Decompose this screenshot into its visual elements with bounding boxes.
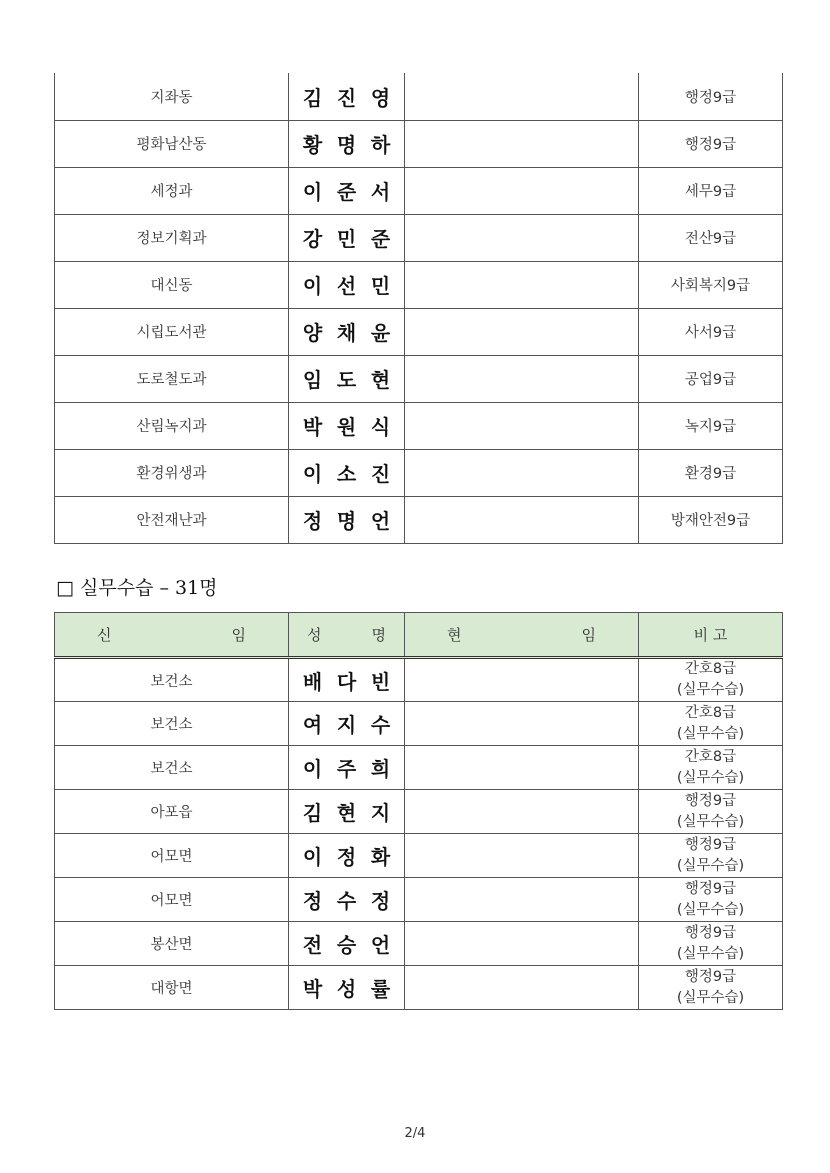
department: 도로철도과 [55, 355, 289, 402]
person-name: 배 다 빈 [289, 658, 405, 702]
department: 평화남산동 [55, 120, 289, 167]
person-name: 김 진 영 [289, 73, 405, 120]
department: 어모면 [55, 834, 289, 878]
table-row [55, 966, 783, 1010]
remarks-status: (실무수습) [676, 813, 745, 830]
person-name: 이 준 서 [289, 167, 405, 214]
person-name: 전 승 언 [289, 922, 405, 966]
remarks-grade: 행정9급 [684, 836, 737, 853]
remarks-status: (실무수습) [676, 901, 745, 918]
table-row [55, 308, 783, 355]
table-row [55, 496, 783, 543]
remarks: 사회복지9급 [639, 261, 783, 308]
table-row [55, 449, 783, 496]
appointment-table-continued [54, 73, 783, 544]
department: 대항면 [55, 966, 289, 1010]
person-name: 김 현 지 [289, 790, 405, 834]
current-post [405, 966, 639, 1010]
table-row [55, 73, 783, 120]
table-row [55, 834, 783, 878]
table-row [55, 746, 783, 790]
person-name: 이 주 희 [289, 746, 405, 790]
remarks: 녹지9급 [639, 402, 783, 449]
remarks [639, 834, 783, 878]
current-post [405, 73, 639, 120]
remarks: 전산9급 [639, 214, 783, 261]
table-row [55, 261, 783, 308]
department: 봉산면 [55, 922, 289, 966]
remarks [639, 790, 783, 834]
table-row [55, 702, 783, 746]
person-name: 이 선 민 [289, 261, 405, 308]
remarks: 사서9급 [639, 308, 783, 355]
current-post [405, 120, 639, 167]
remarks: 행정9급 [639, 120, 783, 167]
remarks [639, 922, 783, 966]
header-new-post: 신 임 [55, 613, 289, 658]
table-header-row [55, 613, 783, 658]
department: 아포읍 [55, 790, 289, 834]
table-row [55, 167, 783, 214]
current-post [405, 308, 639, 355]
person-name: 이 소 진 [289, 449, 405, 496]
department: 보건소 [55, 746, 289, 790]
person-name: 정 명 언 [289, 496, 405, 543]
current-post [405, 746, 639, 790]
table-row [55, 790, 783, 834]
remarks [639, 658, 783, 702]
person-name: 여 지 수 [289, 702, 405, 746]
current-post [405, 214, 639, 261]
remarks: 방재안전9급 [639, 496, 783, 543]
person-name: 이 정 화 [289, 834, 405, 878]
table-row [55, 214, 783, 261]
section-title: □ 실무수습 – 31명 [56, 577, 218, 599]
remarks: 환경9급 [639, 449, 783, 496]
remarks: 세무9급 [639, 167, 783, 214]
table-row [55, 878, 783, 922]
remarks: 행정9급 [639, 73, 783, 120]
current-post [405, 261, 639, 308]
remarks-grade: 행정9급 [684, 880, 737, 897]
person-name: 박 성 률 [289, 966, 405, 1010]
person-name: 임 도 현 [289, 355, 405, 402]
remarks-grade: 간호8급 [684, 661, 737, 677]
department: 세정과 [55, 167, 289, 214]
current-post [405, 702, 639, 746]
department: 대신동 [55, 261, 289, 308]
header-name: 성 명 [289, 613, 405, 658]
current-post [405, 922, 639, 966]
person-name: 박 원 식 [289, 402, 405, 449]
department: 산림녹지과 [55, 402, 289, 449]
current-post [405, 496, 639, 543]
remarks-status: (실무수습) [676, 945, 745, 962]
person-name: 양 채 윤 [289, 308, 405, 355]
table-row [55, 402, 783, 449]
current-post [405, 355, 639, 402]
remarks-grade: 행정9급 [684, 968, 737, 985]
remarks-grade: 행정9급 [684, 924, 737, 941]
remarks [639, 746, 783, 790]
remarks-status: (실무수습) [676, 769, 745, 786]
department: 보건소 [55, 658, 289, 702]
current-post [405, 167, 639, 214]
remarks-status: (실무수습) [676, 989, 745, 1006]
remarks-status: (실무수습) [676, 682, 745, 698]
remarks-grade: 간호8급 [684, 748, 737, 765]
page-number: 2/4 [404, 1126, 426, 1141]
remarks [639, 966, 783, 1010]
table-row [55, 922, 783, 966]
table-row [55, 658, 783, 702]
person-name: 황 명 하 [289, 120, 405, 167]
current-post [405, 449, 639, 496]
remarks [639, 878, 783, 922]
department: 안전재난과 [55, 496, 289, 543]
current-post [405, 878, 639, 922]
header-remarks: 비 고 [639, 613, 783, 658]
current-post [405, 790, 639, 834]
person-name: 강 민 준 [289, 214, 405, 261]
department: 정보기획과 [55, 214, 289, 261]
remarks-grade: 간호8급 [684, 704, 737, 721]
current-post [405, 834, 639, 878]
department: 어모면 [55, 878, 289, 922]
remarks-status: (실무수습) [676, 857, 745, 874]
person-name: 정 수 정 [289, 878, 405, 922]
header-current-post: 현 임 [405, 613, 639, 658]
department: 환경위생과 [55, 449, 289, 496]
remarks: 공업9급 [639, 355, 783, 402]
department: 지좌동 [55, 73, 289, 120]
remarks [639, 702, 783, 746]
trainee-table [54, 612, 783, 1010]
current-post [405, 658, 639, 702]
department: 시립도서관 [55, 308, 289, 355]
table-row [55, 355, 783, 402]
department: 보건소 [55, 702, 289, 746]
table-row [55, 120, 783, 167]
remarks-grade: 행정9급 [684, 792, 737, 809]
current-post [405, 402, 639, 449]
remarks-status: (실무수습) [676, 725, 745, 742]
